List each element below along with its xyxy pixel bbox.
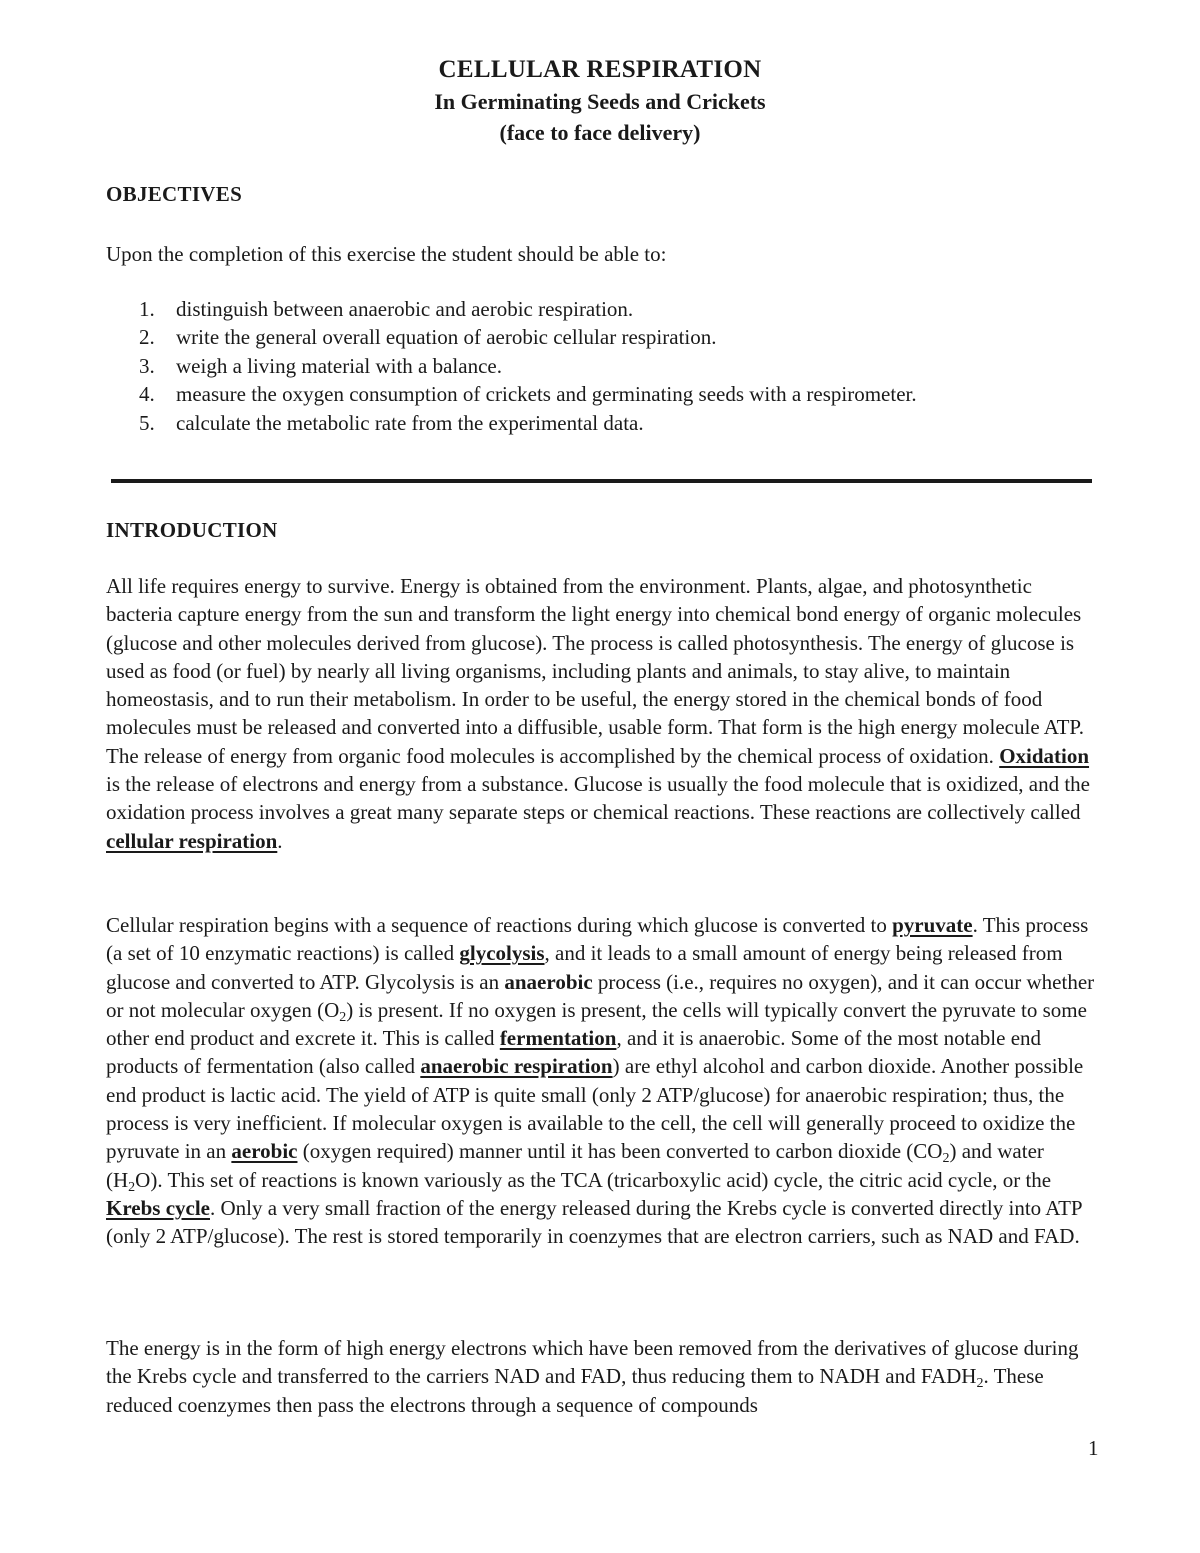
intro-paragraph-1 <box>106 572 1096 855</box>
subscript: 2 <box>942 1151 950 1167</box>
text-run: (oxygen required) manner until it has been converted to carbon dioxide (CO <box>297 1139 943 1164</box>
term-glycolysis: glycolysis <box>459 941 545 966</box>
text-run: is the release of electrons and energy from a substance. Glucose is usually the food molecule that is oxidized, and the oxidation process involves a great many separate steps or chemical reactions. These reactions are collectively called <box>106 772 1090 825</box>
list-item <box>106 409 1086 437</box>
page-number: 1 <box>1088 1436 1099 1460</box>
list-item <box>106 323 1086 351</box>
list-item-text: calculate the metabolic rate from the experimental data. <box>176 410 644 435</box>
text-run: . This process (a set of 10 enzymatic reactions) is called <box>106 913 1089 966</box>
bold-anaerobic: anaerobic <box>504 969 593 994</box>
text-run: . <box>277 828 283 853</box>
text-run: , and it leads to a small amount of energy being released from glucose and converted to ATP. Glycolysis is an <box>106 941 1063 994</box>
subscript: 2 <box>128 1179 136 1195</box>
introduction-heading: INTRODUCTION <box>106 518 278 542</box>
delivery-note: (face to face delivery) <box>499 120 701 145</box>
list-item-number: 3. <box>139 353 155 378</box>
text-run: . Only a very small fraction of the energy released during the Krebs cycle is converted directly into ATP (only 2 ATP/glucose). The rest is stored temporarily in coenzymes that are electron carriers, such as NAD and FAD. <box>106 1195 1082 1249</box>
intro-paragraph-2 <box>106 911 1096 1251</box>
document-title: CELLULAR RESPIRATION <box>438 56 762 83</box>
objectives-intro: Upon the completion of this exercise the student should be able to: <box>106 242 667 266</box>
text-run: ) is present. If no oxygen is present, the cells will typically convert the pyruvate to some other end product and excrete it. This is called <box>106 997 1087 1051</box>
text-run: All life requires energy to survive. Energy is obtained from the environment. Plants, algae, and photosynthetic bacteria capture energy from the sun and transform the light energy into chemical bond energy of organic molecules (glucose and other molecules derived from glucose). The process is called photosynthesis. The energy of glucose is used as food (or fuel) by nearly all living organisms, including plants and animals, to stay alive, to maintain homeostasis, and to run their metabolism. In order to be useful, the energy stored in the chemical bonds of food molecules must be released and converted into a diffusible, usable form. That form is the high energy molecule ATP. The release of energy from organic food molecules is accomplished by the chemical process of oxidation. <box>106 574 1085 768</box>
list-item-text: distinguish between anaerobic and aerobic respiration. <box>176 297 634 321</box>
list-item-number: 4. <box>139 382 155 407</box>
list-item-text: write the general overall equation of aerobic cellular respiration. <box>176 325 717 350</box>
text-run: , and it is anaerobic. Some of the most notable end products of fermentation (also called <box>106 1026 1042 1079</box>
term-cellular-respiration: cellular respiration <box>106 828 278 853</box>
term-fermentation: fermentation <box>499 1026 617 1051</box>
subscript: 2 <box>339 1009 347 1025</box>
term-aerobic: aerobic <box>231 1139 298 1164</box>
text-run: O). This set of reactions is known variously as the TCA (tricarboxylic acid) cycle, the citric acid cycle, or the <box>135 1167 1052 1192</box>
term-anaerobic-respiration: anaerobic respiration <box>420 1054 613 1079</box>
intro-paragraph-3 <box>106 1334 1096 1419</box>
list-item-text: measure the oxygen consumption of crickets and germinating seeds with a respirometer. <box>176 382 917 407</box>
list-item-number: 2. <box>139 325 155 350</box>
text-run: ) and water (H <box>106 1139 1044 1192</box>
list-item-number: 1. <box>139 297 155 321</box>
text-run: process (i.e., requires no oxygen), and it can occur whether or not molecular oxygen (O <box>106 969 1095 1022</box>
term-pyruvate: pyruvate <box>892 913 973 937</box>
section-divider <box>111 479 1092 483</box>
text-run: The energy is in the form of high energy electrons which have been removed from the derivatives of glucose during the Krebs cycle and transferred to the carriers NAD and FAD, thus reducing them to NADH and FADH <box>106 1336 1079 1389</box>
text-run: ) are ethyl alcohol and carbon dioxide. Another possible end product is lactic acid. The yield of ATP is quite small (only 2 ATP/glucose) for anaerobic respiration; thus, the process is very inefficient. If molecular oxygen is available to the cell, the cell will generally proceed to oxidize the pyruvate in an <box>106 1054 1084 1164</box>
title-block <box>0 54 1200 148</box>
text-run: . These reduced coenzymes then pass the electrons through a sequence of compounds <box>106 1364 1044 1417</box>
objectives-heading: OBJECTIVES <box>106 182 243 206</box>
list-item-text: weigh a living material with a balance. <box>176 353 502 378</box>
text-run: Cellular respiration begins with a sequence of reactions during which glucose is converted to <box>106 913 893 937</box>
objectives-list <box>106 295 1086 437</box>
term-oxidation: Oxidation <box>999 743 1090 768</box>
list-item-number: 5. <box>139 410 155 435</box>
list-item <box>106 352 1086 380</box>
list-item <box>106 295 1086 323</box>
document-subtitle: In Germinating Seeds and Crickets <box>434 89 766 114</box>
subscript: 2 <box>976 1376 984 1392</box>
term-krebs-cycle: Krebs cycle <box>106 1195 210 1220</box>
list-item <box>106 380 1086 408</box>
